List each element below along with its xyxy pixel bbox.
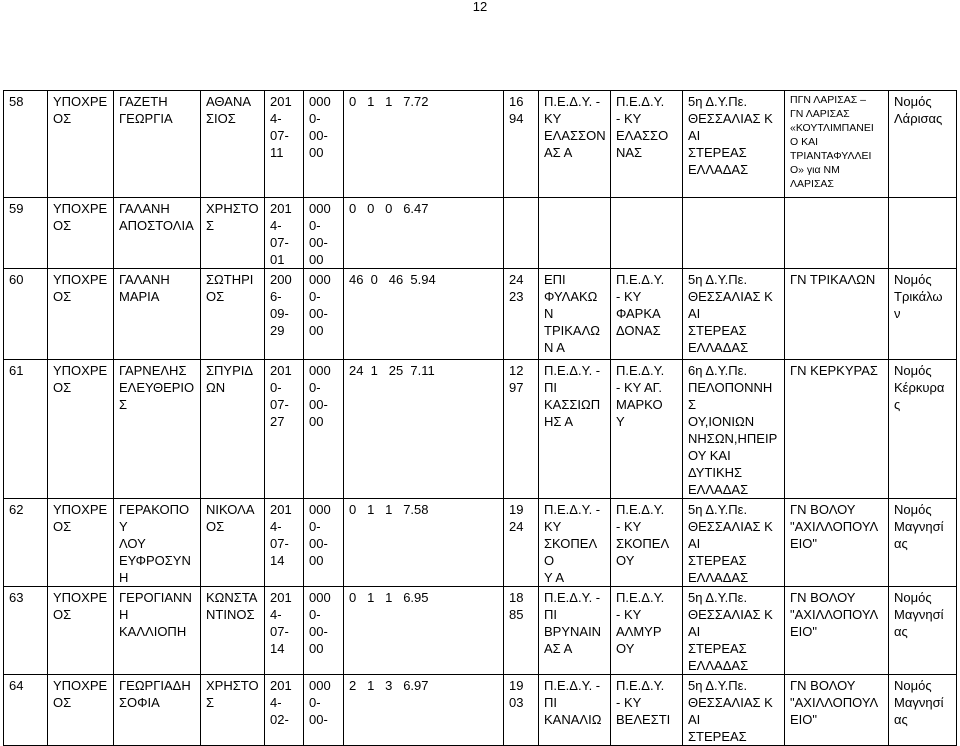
cell-rank: 24 23 [504,269,539,360]
cell-school: Π.Ε.Δ.Υ. - ΠΙ ΚΑΣΣΙΩΠ ΗΣ Α [539,360,611,499]
cell-father: ΑΘΑΝΑ ΣΙΟΣ [201,91,265,198]
cell-rank: 19 24 [504,499,539,587]
cell-unit [611,198,683,269]
cell-rank: 19 03 [504,675,539,746]
cell-nomos: Νομός Μαγνησί ας [889,587,957,675]
cell-time: 000 0- 00- 00 [304,587,344,675]
cell-hospital: ΓΝ ΒΟΛΟΥ "ΑΧΙΛΛΟΠΟΥΛ ΕΙΟ" [785,499,889,587]
cell-hospital: ΠΓΝ ΛΑΡΙΣΑΣ – ΓΝ ΛΑΡΙΣΑΣ «ΚΟΥΤΛΙΜΠΑΝΕΙ Ο ΚΑΙ ΤΡΙΑΝΤΑΦΥΛΛΕΙ Ο» για ΝΜ ΛΑΡΙΣΑΣ [785,91,889,198]
cell-rank: 12 97 [504,360,539,499]
cell-unit: Π.Ε.Δ.Υ. - ΚΥ ΕΛΑΣΣΟ ΝΑΣ [611,91,683,198]
cell-nomos: Νομός Μαγνησί ας [889,675,957,746]
cell-scores: 2 1 3 6.97 [344,675,504,746]
cell-rank [504,198,539,269]
cell-name: ΓΑΡΝΕΛΗΣ ΕΛΕΥΘΕΡΙΟ Σ [114,360,201,499]
cell-region: 5η Δ.Υ.Πε. ΘΕΣΣΑΛΙΑΣ ΚΑΙ ΣΤΕΡΕΑΣ ΕΛΛΑΔΑΣ [683,499,785,587]
cell-school [539,198,611,269]
cell-aa: 64 [4,675,48,746]
cell-eidos: ΥΠΟΧΡΕ ΟΣ [48,269,114,360]
cell-school: Π.Ε.Δ.Υ. - ΚΥ ΣΚΟΠΕΛΟ Υ Α [539,499,611,587]
cell-aa: 63 [4,587,48,675]
cell-time: 000 0- 00- 00 [304,499,344,587]
cell-date: 201 0- 07- 27 [265,360,304,499]
table-row [4,675,957,746]
cell-nomos: Νομός Λάρισας [889,91,957,198]
cell-hospital: ΓΝ ΤΡΙΚΑΛΩΝ [785,269,889,360]
cell-scores: 24 1 25 7.11 [344,360,504,499]
cell-name: ΓΑΛΑΝΗ ΑΠΟΣΤΟΛΙΑ [114,198,201,269]
cell-father: ΧΡΗΣΤΟ Σ [201,675,265,746]
cell-eidos: ΥΠΟΧΡΕ ΟΣ [48,499,114,587]
cell-aa: 61 [4,360,48,499]
cell-eidos: ΥΠΟΧΡΕ ΟΣ [48,198,114,269]
cell-nomos [889,198,957,269]
cell-unit: Π.Ε.Δ.Υ. - ΚΥ ΦΑΡΚΑ ΔΟΝΑΣ [611,269,683,360]
cell-eidos: ΥΠΟΧΡΕ ΟΣ [48,587,114,675]
cell-rank: 16 94 [504,91,539,198]
candidates-table [3,90,957,746]
cell-scores: 0 1 1 6.95 [344,587,504,675]
table-row [4,91,957,198]
cell-eidos: ΥΠΟΧΡΕ ΟΣ [48,675,114,746]
cell-region: 5η Δ.Υ.Πε. ΘΕΣΣΑΛΙΑΣ ΚΑΙ ΣΤΕΡΕΑΣ [683,675,785,746]
table-row [4,499,957,587]
cell-father: ΧΡΗΣΤΟ Σ [201,198,265,269]
cell-date: 201 4- 02- [265,675,304,746]
cell-father: ΝΙΚΟΛΑ ΟΣ [201,499,265,587]
cell-father: ΚΩΝΣΤΑ ΝΤΙΝΟΣ [201,587,265,675]
cell-school: Π.Ε.Δ.Υ. - ΚΥ ΕΛΑΣΣΟΝ ΑΣ Α [539,91,611,198]
cell-region: 6η Δ.Υ.Πε. ΠΕΛΟΠΟΝΝΗΣ ΟΥ,ΙΟΝΙΩΝ ΝΗΣΩΝ,ΗΠΕΙΡ ΟΥ ΚΑΙ ΔΥΤΙΚΗΣ ΕΛΛΑΔΑΣ [683,360,785,499]
cell-name: ΓΕΡΟΓΙΑΝΝ Η ΚΑΛΛΙΟΠΗ [114,587,201,675]
cell-name: ΓΑΛΑΝΗ ΜΑΡΙΑ [114,269,201,360]
cell-aa: 62 [4,499,48,587]
cell-time: 000 0- 00- 00 [304,198,344,269]
cell-school: ΕΠΙ ΦΥΛΑΚΩ Ν ΤΡΙΚΑΛΩ Ν Α [539,269,611,360]
cell-date: 201 4- 07- 14 [265,587,304,675]
cell-date: 201 4- 07- 14 [265,499,304,587]
cell-nomos: Νομός Μαγνησί ας [889,499,957,587]
table-row [4,198,957,269]
cell-nomos: Νομός Τρικάλω ν [889,269,957,360]
cell-school: Π.Ε.Δ.Υ. - ΠΙ ΒΡΥΝΑΙΝ ΑΣ Α [539,587,611,675]
cell-region: 5η Δ.Υ.Πε. ΘΕΣΣΑΛΙΑΣ ΚΑΙ ΣΤΕΡΕΑΣ ΕΛΛΑΔΑΣ [683,269,785,360]
cell-date: 201 4- 07- 01 [265,198,304,269]
cell-aa: 59 [4,198,48,269]
cell-hospital: ΓΝ ΒΟΛΟΥ "ΑΧΙΛΛΟΠΟΥΛ ΕΙΟ" [785,675,889,746]
table-row [4,360,957,499]
cell-time: 000 0- 00- 00 [304,91,344,198]
cell-scores: 0 0 0 6.47 [344,198,504,269]
cell-region: 5η Δ.Υ.Πε. ΘΕΣΣΑΛΙΑΣ ΚΑΙ ΣΤΕΡΕΑΣ ΕΛΛΑΔΑΣ [683,587,785,675]
cell-time: 000 0- 00- 00 [304,360,344,499]
page-number: 12 [472,0,488,14]
cell-name: ΓΕΡΑΚΟΠΟΥ ΛΟΥ ΕΥΦΡΟΣΥΝ Η [114,499,201,587]
cell-name: ΓΑΖΕΤΗ ΓΕΩΡΓΙΑ [114,91,201,198]
cell-school: Π.Ε.Δ.Υ. - ΠΙ ΚΑΝΑΛΙΩ [539,675,611,746]
cell-scores: 0 1 1 7.72 [344,91,504,198]
cell-hospital: ΓΝ ΒΟΛΟΥ "ΑΧΙΛΛΟΠΟΥΛ ΕΙΟ" [785,587,889,675]
cell-father: ΣΩΤΗΡΙ ΟΣ [201,269,265,360]
cell-date: 200 6- 09- 29 [265,269,304,360]
table-row [4,587,957,675]
cell-aa: 60 [4,269,48,360]
cell-date: 201 4- 07- 11 [265,91,304,198]
cell-father: ΣΠΥΡΙΔ ΩΝ [201,360,265,499]
cell-nomos: Νομός Κέρκυρα ς [889,360,957,499]
cell-unit: Π.Ε.Δ.Υ. - ΚΥ ΑΛΜΥΡ ΟΥ [611,587,683,675]
table-row [4,269,957,360]
cell-hospital [785,198,889,269]
cell-name: ΓΕΩΡΓΙΑΔΗ ΣΟΦΙΑ [114,675,201,746]
cell-aa: 58 [4,91,48,198]
cell-scores: 46 0 46 5.94 [344,269,504,360]
cell-unit: Π.Ε.Δ.Υ. - ΚΥ ΣΚΟΠΕΛ ΟΥ [611,499,683,587]
cell-eidos: ΥΠΟΧΡΕ ΟΣ [48,360,114,499]
cell-unit: Π.Ε.Δ.Υ. - ΚΥ ΑΓ. ΜΑΡΚΟ Υ [611,360,683,499]
cell-unit: Π.Ε.Δ.Υ. - ΚΥ ΒΕΛΕΣΤΙ [611,675,683,746]
cell-rank: 18 85 [504,587,539,675]
cell-eidos: ΥΠΟΧΡΕ ΟΣ [48,91,114,198]
cell-region [683,198,785,269]
cell-time: 000 0- 00- [304,675,344,746]
cell-hospital: ΓΝ ΚΕΡΚΥΡΑΣ [785,360,889,499]
cell-scores: 0 1 1 7.58 [344,499,504,587]
cell-time: 000 0- 00- 00 [304,269,344,360]
cell-region: 5η Δ.Υ.Πε. ΘΕΣΣΑΛΙΑΣ ΚΑΙ ΣΤΕΡΕΑΣ ΕΛΛΑΔΑΣ [683,91,785,198]
